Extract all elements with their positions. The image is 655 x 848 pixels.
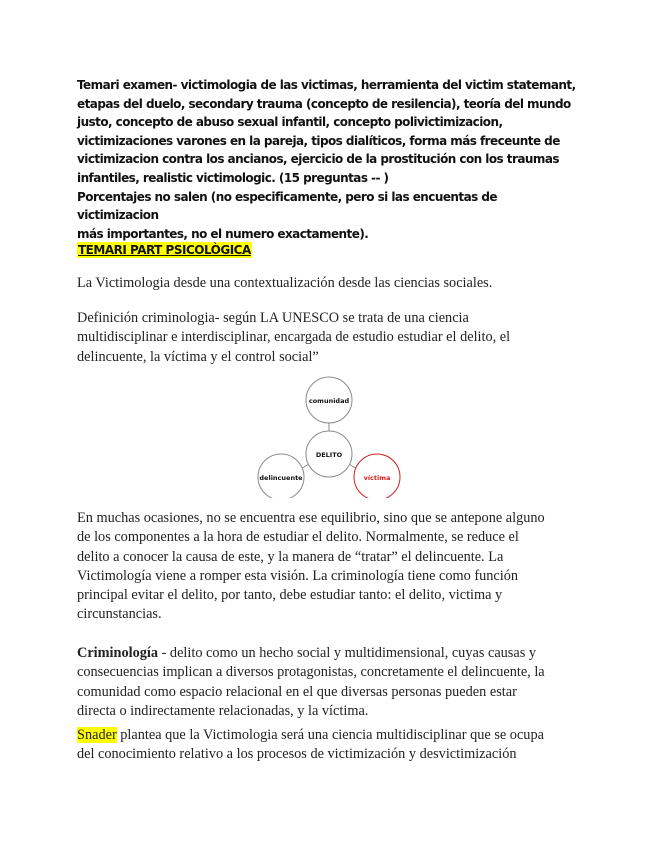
text-line: del conocimiento relativo a los procesos de victimización y desvictimización (77, 746, 517, 763)
text-line: Temari examen- victimologia de las victimas, herramienta del victim statemant, (77, 78, 576, 92)
paragraph-contextualization (77, 274, 577, 293)
text-line: Porcentajes no salen (no especificamente, pero si las encuentas de victimizacion (77, 189, 497, 223)
criminologia-term: Criminología (77, 645, 159, 661)
text-span: - delito como un hecho social y multidimensional, cuyas causas y (158, 645, 537, 661)
text-line: Victimología viene a romper esta visión. La criminología tiene como función (77, 567, 519, 584)
text-line: de los componentes a la hora de estudiar el delito. Normalmente, se reduce el (77, 529, 519, 546)
text-line (77, 726, 577, 745)
text-line: circunstancias. (77, 606, 162, 623)
paragraph-criminologia (77, 644, 577, 721)
text-line: multidisciplinar e interdisciplinar, encargada de estudio estudiar el delito, el (77, 329, 511, 346)
text-line: Definición criminologia- según LA UNESCO se trata de una ciencia (77, 310, 469, 326)
text-line (77, 644, 577, 663)
text-line: consecuencias implican a diversos protagonistas, concretamente el delincuente, la (77, 664, 545, 681)
text-line: etapas del duelo, secondary trauma (concepto de resilencia), teoría del mundo (77, 96, 571, 111)
text-line: victimizacion contra los ancianos, ejercicio de la prostitución con los traumas (77, 152, 559, 167)
text-line: comunidad como espacio relacional en el que diversas personas pueden estar (77, 683, 517, 700)
text-span: plantea que la Victimologia será una ciencia multidisciplinar que se ocupa (116, 727, 544, 743)
text-line: delito a conocer la causa de este, y la manera de “tratar” el delincuente. La (77, 548, 504, 565)
victima-label: víctima (363, 474, 391, 482)
criminology-diagram (254, 376, 404, 498)
delito-label: DELITO (315, 451, 343, 459)
text-line: delincuente, la víctima y el control social” (77, 348, 319, 365)
text-line: En muchas ocasiones, no se encuentra ese equilibrio, sino que se antepone alguno (77, 510, 545, 526)
text-line: principal evitar el delito, por tanto, debe estudiar tanto: el delito, victima y (77, 587, 503, 604)
text-line: La Victimologia desde una contextualización desde las ciencias sociales. (77, 275, 493, 291)
delincuente-label: delincuente (259, 474, 303, 482)
paragraph-equilibrium (77, 509, 577, 625)
section-heading: TEMARI PART PSICOLÒGICA (78, 243, 251, 257)
comunidad-label: comunidad (308, 397, 350, 405)
snader-highlight: Snader (77, 727, 117, 743)
text-line: justo, concepto de abuso sexual infantil, concepto polivictimizacion, (77, 115, 503, 130)
text-line: victimizaciones varones en la pareja, tipos dialíticos, forma más freceunte de (77, 133, 560, 148)
exam-summary (77, 76, 577, 243)
text-line: infantiles, realistic victimologic. (15 preguntas -- ) (77, 170, 389, 185)
paragraph-definition (77, 309, 577, 367)
text-line: directa o indirectamente relacionadas, y la víctima. (77, 702, 369, 719)
text-line: más importantes, no el numero exactamente). (77, 226, 369, 241)
paragraph-snader (77, 726, 577, 765)
